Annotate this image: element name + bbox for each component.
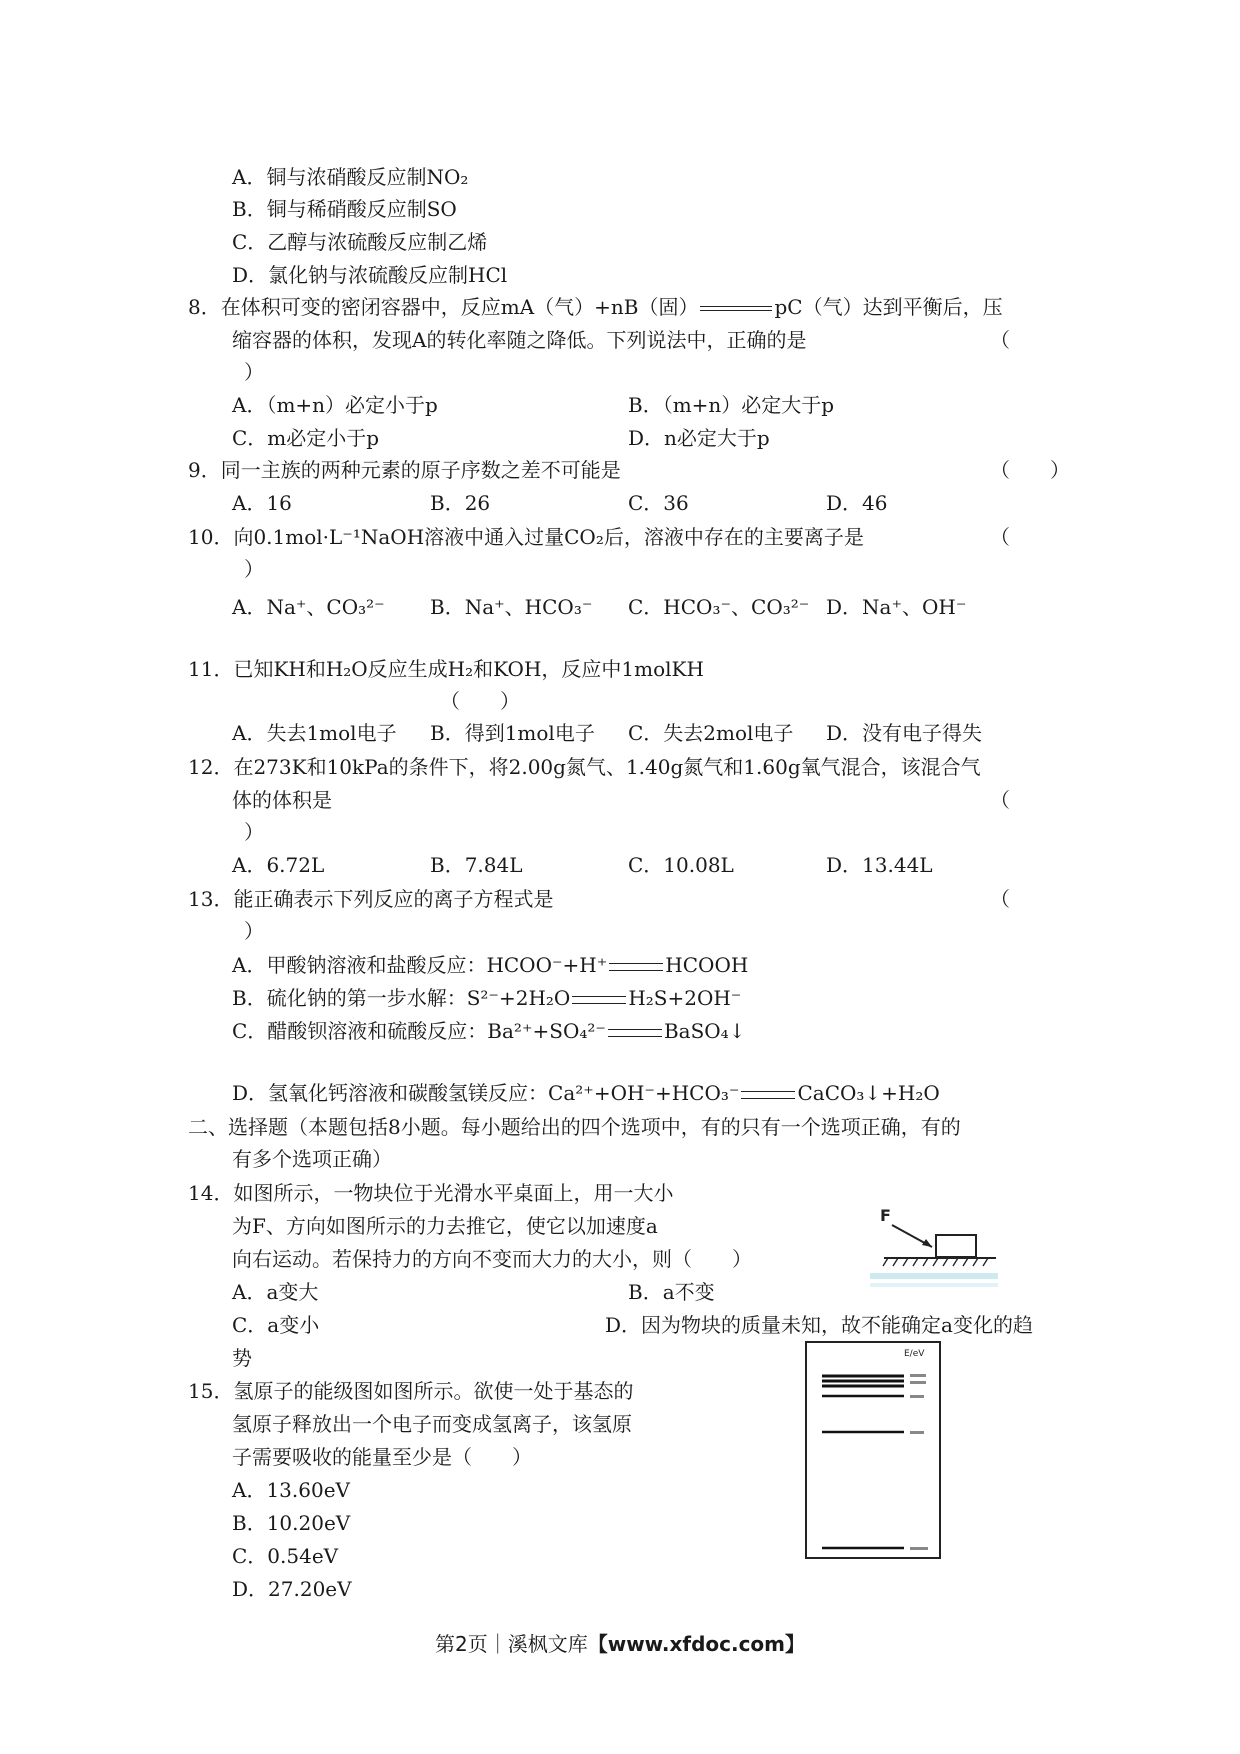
q8-stem [188,292,1003,322]
q11-option-a: A．失去1mol电子 [232,721,397,745]
page-footer [0,1628,1240,1657]
q12-stem-line2: 体的体积是 [232,788,332,812]
energy-axis-label: E/eV [904,1349,925,1359]
q8-stem-post: pC（气）达到平衡后，压 [774,295,1003,319]
q9-paren: （ ） [990,458,1070,482]
q10-paren-open: （ [990,525,1010,549]
equals-line-icon [608,1029,662,1037]
q13-stem: 13．能正确表示下列反应的离子方程式是 [188,887,554,911]
q12-stem: 12．在273K和10kPa的条件下，将2.00g氮气、1.40g氮气和1.60g氧气混合，该混合气 [188,755,981,779]
q15-option-c: C．0.54eV [232,1544,339,1568]
q8-paren-open: （ [990,328,1010,352]
scan-artifact [870,1283,998,1287]
q15-option-b: B．10.20eV [232,1511,351,1535]
q10-option-b: B．Na⁺、HCO₃⁻ [430,595,593,619]
q12-paren-close: ） [244,820,264,844]
q12-option-c: C．10.08L [628,853,734,877]
q10-paren-close: ） [244,557,264,581]
q8-stem-line2: 缩容器的体积，发现A的转化率随之降低。下列说法中，正确的是 [232,328,807,352]
q10-stem: 10．向0.1mol·L⁻¹NaOH溶液中通入过量CO₂后，溶液中存在的主要离子是 [188,525,864,549]
q11-option-b: B．得到1mol电子 [430,721,595,745]
surface-hatching-icon [883,1258,988,1266]
q13-option-c-right: BaSO₄↓ [663,1019,746,1043]
scan-artifact [870,1273,998,1279]
q14-stem-line1: 14．如图所示，一物块位于光滑水平桌面上，用一大小 [188,1181,674,1205]
equilibrium-arrow-icon [700,305,772,313]
q13-option-a-right: HCOOH [665,953,749,977]
q14-option-c: C．a变小 [232,1313,320,1337]
equals-line-icon [741,1091,795,1099]
q13-option-b-left: B．硫化钠的第一步水解：S²⁻+2H₂O [232,986,571,1010]
q11-paren: （ ） [440,689,520,713]
q8-option-a: A．（m+n）必定小于p [232,393,438,417]
q13-option-b-right: H₂S+2OH⁻ [628,986,742,1010]
q8-option-c: C．m必定小于p [232,426,380,450]
q14-option-a: A．a变大 [232,1280,319,1304]
q15-stem-line3: 子需要吸收的能量至少是（ ） [232,1445,532,1469]
force-label: F [880,1206,891,1225]
q14-option-b: B．a不变 [628,1280,715,1304]
block-icon [936,1235,976,1257]
q13-option-c-left: C．醋酸钡溶液和硫酸反应：Ba²⁺+SO₄²⁻ [232,1019,606,1043]
q7-option-a: A．铜与浓硝酸反应制NO₂ [232,165,469,189]
q7-option-b: B．铜与稀硝酸反应制SO [232,197,457,221]
q10-option-d: D．Na⁺、OH⁻ [826,595,967,619]
q9-option-d: D．46 [826,491,888,515]
q13-paren-close: ） [244,919,264,943]
q12-option-d: D．13.44L [826,853,933,877]
q9-option-c: C．36 [628,491,689,515]
q8-stem-pre: 8．在体积可变的密闭容器中，反应mA（气）+nB（固） [188,295,699,319]
block-force-figure [870,1195,1000,1305]
q12-paren-open: （ [990,788,1010,812]
q15-option-a: A．13.60eV [232,1478,350,1502]
footer-site-link[interactable]: 【www.xfdoc.com】 [587,1632,806,1656]
q15-stem-line2: 氢原子释放出一个电子而变成氢离子，该氢原 [232,1412,632,1436]
footer-page-label: 第2页｜溪枫文库 [434,1632,588,1656]
q8-option-d: D．n必定大于p [628,426,770,450]
q9-option-a: A．16 [232,491,292,515]
q11-option-c: C．失去2mol电子 [628,721,794,745]
q8-paren-close: ） [244,360,264,384]
q14-option-d-cont: 势 [232,1346,252,1370]
q7-option-c: C．乙醇与浓硫酸反应制乙烯 [232,230,488,254]
q7-option-d: D．氯化钠与浓硫酸反应制HCl [232,263,508,287]
q11-stem: 11．已知KH和H₂O反应生成H₂和KOH，反应中1molKH [188,657,704,681]
q13-paren-open: （ [990,887,1010,911]
q13-option-c [232,1016,745,1046]
q13-option-d [232,1078,940,1108]
q8-option-b: B．（m+n）必定大于p [628,393,835,417]
q9-stem: 9．同一主族的两种元素的原子序数之差不可能是 [188,458,621,482]
q15-option-d: D．27.20eV [232,1577,352,1601]
q14-option-d: D．因为物块的质量未知，故不能确定a变化的趋 [605,1313,1033,1337]
energy-level-diagram [804,1340,944,1562]
arrow-head-icon [922,1239,932,1247]
equals-line-icon [609,963,663,971]
q13-option-a [232,950,748,980]
section2-heading-line2: 有多个选项正确） [232,1147,392,1171]
q12-option-a: A．6.72L [232,853,325,877]
q10-option-a: A．Na⁺、CO₃²⁻ [232,595,385,619]
q14-stem-line2: 为F、方向如图所示的力去推它，使它以加速度a [232,1214,658,1238]
equals-line-icon [572,996,626,1004]
q12-option-b: B．7.84L [430,853,523,877]
q15-stem-line1: 15．氢原子的能级图如图所示。欲使一处于基态的 [188,1379,634,1403]
q11-option-d: D．没有电子得失 [826,721,983,745]
q13-option-a-left: A．甲酸钠溶液和盐酸反应：HCOO⁻+H⁺ [232,953,608,977]
q14-stem-line3: 向右运动。若保持力的方向不变而大力的大小，则（ ） [232,1247,752,1271]
section2-heading: 二、选择题（本题包括8小题。每小题给出的四个选项中，有的只有一个选项正确，有的 [188,1115,961,1139]
q13-option-b [232,983,741,1013]
q13-option-d-right: CaCO₃↓+H₂O [797,1081,940,1105]
q10-option-c: C．HCO₃⁻、CO₃²⁻ [628,595,810,619]
q9-option-b: B．26 [430,491,491,515]
q13-option-d-left: D．氢氧化钙溶液和碳酸氢镁反应：Ca²⁺+OH⁻+HCO₃⁻ [232,1081,740,1105]
